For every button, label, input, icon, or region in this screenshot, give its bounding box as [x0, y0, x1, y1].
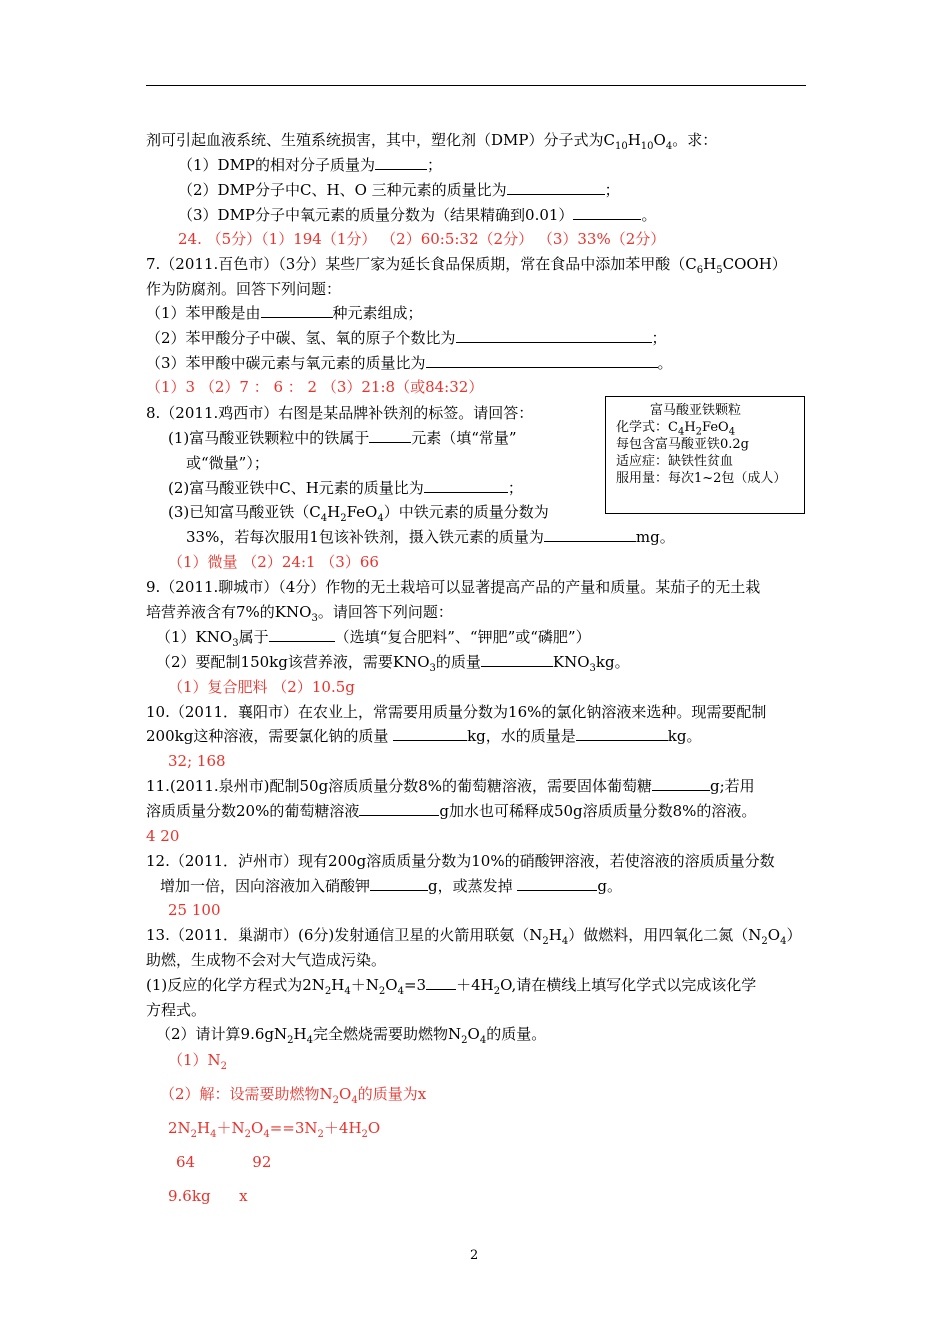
q12-answer: 25 100 — [168, 901, 221, 919]
q13-answer2: （2）解：设需要助燃物$N_2O_4$的质量为x — [160, 1085, 427, 1106]
label-title: 富马酸亚铁颗粒 — [650, 403, 742, 418]
q7-a3: （3）苯甲酸中碳元素与氧元素的质量比为 。 — [146, 354, 673, 372]
q12-line1: 12.（2011．泸州市）现有200g溶质质量分数为10%的硝酸钾溶液，若使溶液的溶质质量分数 — [146, 852, 775, 870]
q12-line2: 增加一倍，因向溶液加入硝酸钾 g，或蒸发掉 g。 — [160, 877, 622, 895]
q7-line2: 作为防腐剂。回答下列问题： — [146, 280, 342, 298]
q13-equation: $2N_2H_4+N_2O_4==3N_2+4H_2O$ — [168, 1119, 381, 1140]
q13-a2: （2）请计算$9.6gN_2H_4$完全燃烧需要助燃物$N_2O_4$的质量。 — [156, 1025, 547, 1046]
q13-a1d: 方程式。 — [146, 1001, 207, 1019]
q13-line1: 13.（2011．巢湖市）(6分)发射通信卫星的火箭用联氨$(N_2H_4)$做燃料，用四氧化二氮$(N_2O_4)$ — [146, 926, 802, 947]
intro-answer: 24. （5分）（1）194（1分） （2）60:5:32（2分） （3）33%（2分） — [178, 230, 666, 248]
q13-answer1: $(1)N_2$ — [168, 1051, 228, 1072]
supplement-label-box — [605, 396, 805, 514]
label-indication: 适应症：缺铁性贫血 — [616, 454, 734, 469]
q13-line2: 助燃，生成物不会对大气造成污染。 — [146, 951, 387, 969]
q9-a1: $(1)KNO_3$属于 （选填“复合肥料”、“钾肥”或“磷肥”） — [156, 628, 591, 649]
q8-answer: （1）微量 （2）24:1 （3）66 — [168, 553, 379, 571]
intro-line: 剂可引起血液系统、生殖系统损害，其中，塑化剂（DMP）分子式为$C_{10}H_{10}O_4$。求： — [146, 131, 718, 152]
q9-a2: （2）要配制150kg该营养液，需要$KNO_3$的质量 $KNO_3kg$。 — [156, 653, 630, 674]
page-number: 2 — [470, 1248, 479, 1263]
q8-line1: 8.（2011.鸡西市）右图是某品牌补铁剂的标签。请回答： — [146, 404, 534, 422]
q13-calc2: 9.6kg x — [168, 1187, 248, 1205]
q7-line1: 7.（2011.百色市）（3分）某些厂家为延长食品保质期，常在食品中添加苯甲酸$(C_6H_5COOH)$ — [146, 255, 787, 276]
q9-answer: （1）复合肥料 （2）10.5g — [168, 678, 355, 696]
q13-a1: (1)反应的化学方程式为$2N_2H_4+N_2O_4=3 +4H_2O$,请在横线上填写化学式以完成该化学 — [146, 976, 757, 997]
intro-q3: （3）DMP分子中氧元素的质量分数为（结果精确到0.01） 。 — [178, 206, 657, 224]
q10-line2: 200kg这种溶液，需要氯化钠的质量 kg，水的质量是 kg。 — [146, 727, 702, 745]
label-usage: 服用量：每次1~2包（成人） — [616, 471, 787, 486]
q8-a1: (1)富马酸亚铁颗粒中的铁属于 元素（填“常量” — [168, 429, 517, 447]
q7-a2: （2）苯甲酸分子中碳、氢、氧的原子个数比为 ； — [146, 329, 667, 347]
q10-line1: 10.（2011．襄阳市）在农业上，常需要用质量分数为16%的氯化钠溶液来选种。现需要配制 — [146, 703, 767, 721]
intro-q2: （2）DMP分子中C、H、O 三种元素的质量比为 ； — [178, 181, 620, 199]
q13-calc1: 64 92 — [176, 1153, 272, 1171]
q11-line2: 溶质质量分数20%的葡萄糖溶液 g加水也可稀释成50g溶质质量分数8%的溶液。 — [146, 802, 757, 820]
header-rule — [146, 85, 806, 86]
q7-a1: （1）苯甲酸是由 种元素组成； — [146, 304, 423, 322]
q9-line1: 9.（2011.聊城市）（4分）作物的无土栽培可以显著提高产品的产量和质量。某茄子的无土栽 — [146, 578, 761, 596]
intro-q1: （1）DMP的相对分子质量为 ； — [178, 156, 443, 174]
label-dose: 每包含富马酸亚铁0.2g — [616, 437, 749, 452]
q8-a2: (2)富马酸亚铁中C、H元素的质量比为 ； — [168, 479, 523, 497]
q11-line1: 11.(2011.泉州市)配制50g溶质质量分数8%的葡萄糖溶液，需要固体葡萄糖 g;若用 — [146, 777, 755, 795]
q11-answer: 4 20 — [146, 827, 180, 845]
q9-line2: 培营养液含有7%的$KNO_3$。请回答下列问题： — [146, 603, 453, 624]
q7-answer: （1）3 （2）7 ： 6 ： 2 （3）21:8（或84:32） — [146, 378, 484, 396]
label-formula: 化学式：$C_4H_2FeO_4$ — [616, 420, 736, 438]
q8-a3: (3)已知富马酸亚铁$(C_4H_2FeO_4)$中铁元素的质量分数为 — [168, 503, 549, 524]
q8-a3c: 33%，若每次服用1包该补铁剂，摄入铁元素的质量为 mg。 — [186, 528, 675, 546]
q10-answer: 32; 168 — [168, 752, 226, 770]
q8-a1c: 或“微量”）； — [186, 454, 269, 472]
